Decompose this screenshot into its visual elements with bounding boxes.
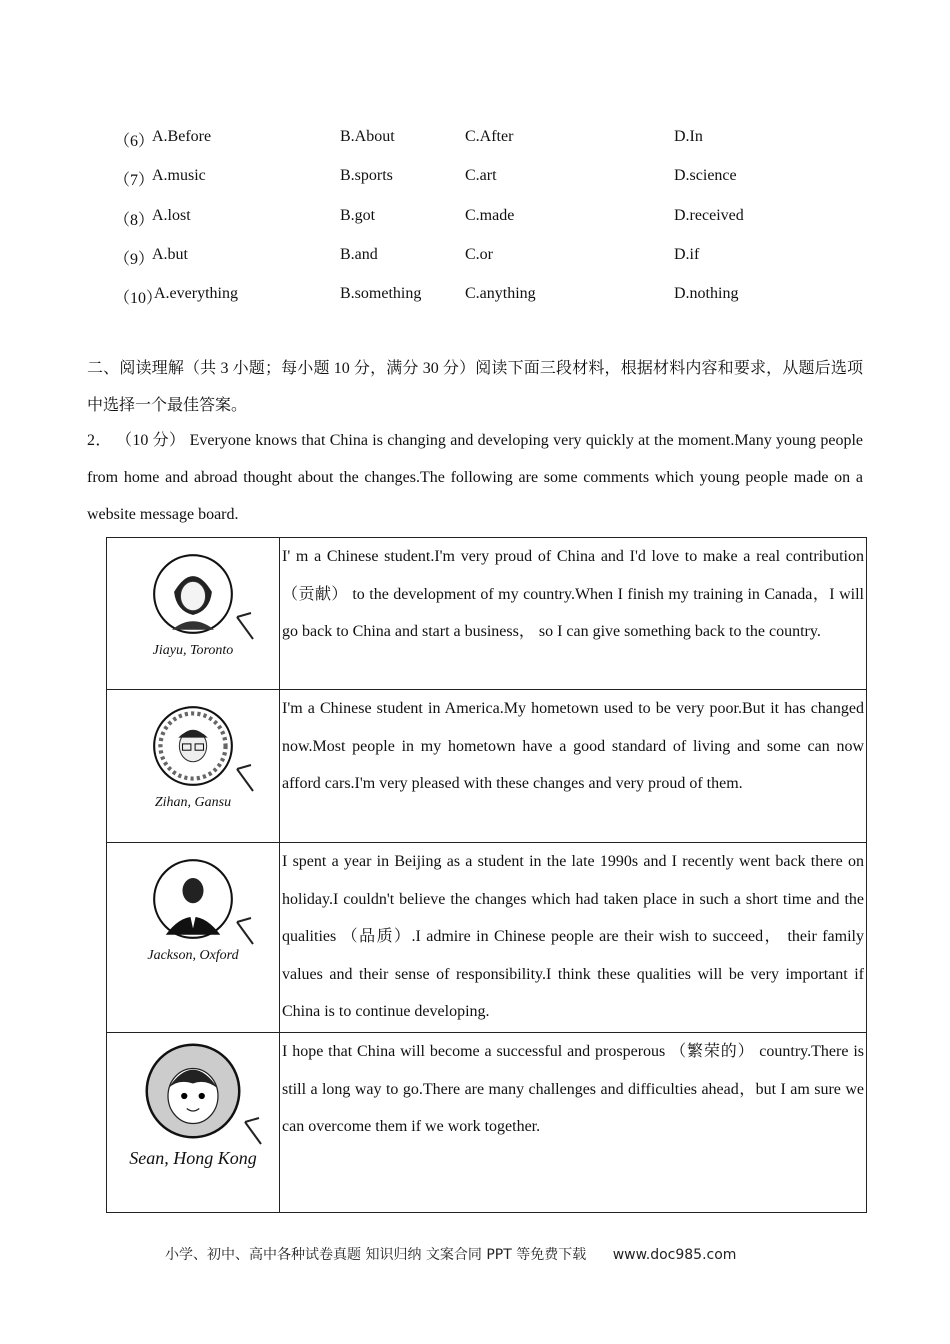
avatar-icon bbox=[151, 857, 235, 941]
comment-row bbox=[107, 1033, 867, 1213]
footer-url: www.doc985.com bbox=[612, 1247, 737, 1263]
option-a: A.everything bbox=[154, 285, 238, 303]
avatar-cell bbox=[107, 843, 280, 1033]
speech-tail-icon bbox=[235, 611, 257, 641]
commenter-name: Sean, Hong Kong bbox=[129, 1148, 257, 1168]
avatar-icon bbox=[151, 552, 235, 636]
comment-text: I' m a Chinese student.I'm very proud of China and I'd love to make a real contribution （贡献） to the development of my country.When I finish my training in Canada，I will go back to China and start a business， so I can give something back to the country. bbox=[280, 538, 867, 690]
speech-tail-icon bbox=[235, 763, 257, 793]
commenter-name: Zihan, Gansu bbox=[154, 795, 232, 810]
option-d: D.nothing bbox=[674, 285, 739, 303]
question-number: 2． bbox=[87, 432, 112, 449]
option-b: B.something bbox=[340, 285, 422, 303]
comment-text: I'm a Chinese student in America.My hometown used to be very poor.But it has changed now.Most people in my hometown have a good standard of living and some can now afford cars.I'm very pleased with these changes and very proud of them. bbox=[280, 690, 867, 843]
avatar-cell bbox=[107, 1033, 280, 1213]
option-c: C.anything bbox=[465, 285, 536, 303]
footer bbox=[165, 1244, 736, 1264]
question-2 bbox=[87, 422, 863, 533]
option-row-label: （8） bbox=[114, 211, 155, 229]
option-d: D.if bbox=[674, 245, 700, 263]
comment-text: I hope that China will become a successful and prosperous （繁荣的） country.There is still a long way to go.There are many challenges and difficulties ahead，but I am sure we can overcome them if we work together. bbox=[280, 1033, 867, 1213]
option-row-label: （10） bbox=[114, 290, 163, 308]
comment-text: I spent a year in Beijing as a student in the late 1990s and I recently went back there on holiday.I couldn't believe the changes which had taken place in such a short time and the qualities （品质）.I admire in Chinese people are their wish to succeed， their family values and their sense of responsibility.I think these qualities will be very important if China is to continue developing. bbox=[280, 843, 867, 1033]
comments-table bbox=[106, 537, 867, 1213]
comment-row bbox=[107, 690, 867, 843]
comment-row bbox=[107, 843, 867, 1033]
option-a: A.but bbox=[152, 245, 188, 263]
commenter-name: Jiayu, Toronto bbox=[152, 643, 234, 658]
option-b: B.and bbox=[340, 245, 378, 263]
option-b: B.sports bbox=[340, 167, 393, 185]
option-c: C.made bbox=[465, 206, 515, 224]
option-c: C.art bbox=[465, 167, 497, 185]
avatar-icon bbox=[151, 704, 235, 788]
question-points: （10 分） bbox=[116, 432, 186, 449]
option-b: B.About bbox=[340, 128, 395, 145]
option-row-label: （9） bbox=[114, 250, 155, 268]
option-d: D.received bbox=[674, 206, 744, 224]
question-intro: Everyone knows that China is changing and developing very quickly at the moment.Many young people from home and abroad thought about the changes.The following are some comments which young people made on a website message board. bbox=[87, 432, 863, 523]
avatar-cell bbox=[107, 690, 280, 843]
commenter-name: Jackson, Oxford bbox=[147, 948, 239, 963]
option-a: A.music bbox=[152, 167, 206, 185]
option-b: B.got bbox=[340, 206, 376, 224]
speech-tail-icon bbox=[243, 1116, 265, 1146]
footer-text: 小学、初中、高中各种试卷真题 知识归纳 文案合同 PPT 等免费下载 bbox=[165, 1247, 587, 1263]
option-d: D.In bbox=[674, 128, 703, 145]
option-a: A.Before bbox=[152, 128, 212, 145]
option-a: A.lost bbox=[152, 206, 191, 224]
option-row-label: （7） bbox=[114, 172, 155, 190]
avatar-icon bbox=[143, 1041, 243, 1141]
option-c: C.After bbox=[465, 128, 514, 145]
option-d: D.science bbox=[674, 167, 737, 185]
option-c: C.or bbox=[465, 245, 493, 263]
avatar-cell bbox=[107, 538, 280, 690]
option-row-label: （6） bbox=[114, 133, 155, 150]
comment-row bbox=[107, 538, 867, 690]
speech-tail-icon bbox=[235, 916, 257, 946]
section-heading: 二、阅读理解（共 3 小题；每小题 10 分，满分 30 分）阅读下面三段材料，根据材料内容和要求，从题后选项中选择一个最佳答案。 bbox=[87, 360, 863, 414]
